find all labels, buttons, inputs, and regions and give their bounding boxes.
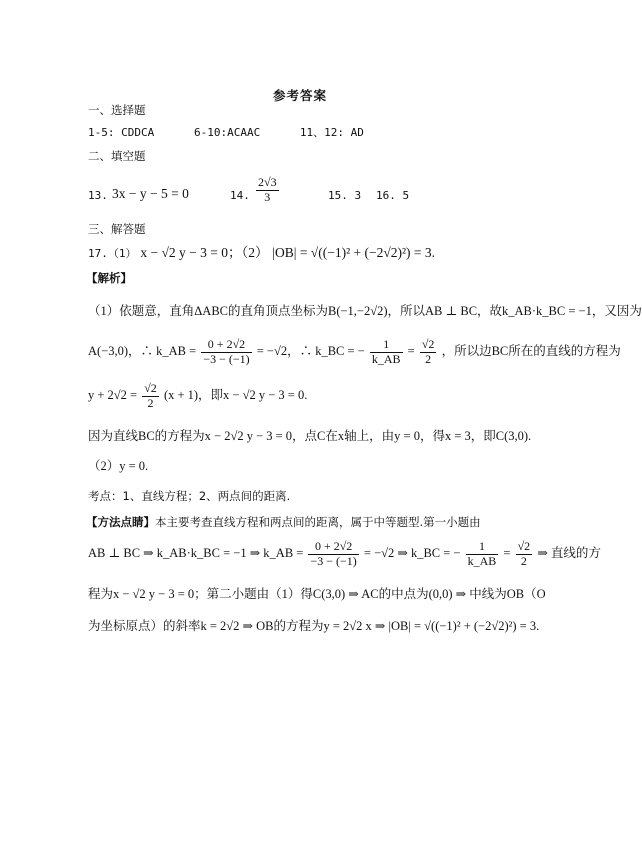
analysis-para-3 bbox=[88, 382, 307, 418]
q13-answer: 3x − y − 5 = 0 bbox=[112, 186, 189, 201]
analysis-para-2 bbox=[88, 338, 621, 374]
page-title: 参考答案 bbox=[272, 88, 327, 103]
m1-frac2-den: k_AB bbox=[467, 553, 497, 568]
m1-frac-den: −3 − (−1) bbox=[310, 553, 357, 568]
para2-frac3-den: 2 bbox=[425, 351, 432, 366]
q14-label: 14. bbox=[230, 189, 250, 202]
m1-text-d: ⇒ 直线的方 bbox=[537, 546, 601, 561]
q17-label: 17.（1） bbox=[88, 247, 137, 260]
m1-text-a: AB ⊥ BC ⇒ k_AB·k_BC = −1 ⇒ k_AB = bbox=[88, 546, 304, 561]
q17-answer-line bbox=[88, 245, 435, 262]
q17-part1: x − √2 y − 3 = 0；（2） bbox=[140, 245, 269, 260]
kaodian-line: 考点：1、直线方程；2、两点间的距离. bbox=[88, 489, 291, 503]
q14-denominator: 3 bbox=[264, 189, 271, 204]
para2-fraction-inverse bbox=[370, 338, 403, 367]
para3-frac-den: 2 bbox=[147, 395, 154, 410]
para3-frac-num: √2 bbox=[144, 381, 157, 395]
m1-fraction-kab bbox=[308, 540, 358, 569]
para3-text-a: y + 2√2 = bbox=[88, 388, 138, 403]
para2-text-d: ，所以边BC所在的直线的方程为 bbox=[441, 344, 621, 359]
method-derivation-1 bbox=[88, 540, 601, 576]
m1-text-b: = −√2 ⇒ k_BC = − bbox=[363, 546, 461, 561]
para2-fraction-kbc bbox=[420, 338, 437, 367]
m1-frac-num: 0 + 2√2 bbox=[308, 540, 358, 555]
method-derivation-2: 程为x − √2 y − 3 = 0；第二小题由（1）得C(3,0) ⇒ AC的中点为(0,0) ⇒ 中线为OB（O bbox=[88, 587, 546, 601]
section-solution-heading: 三、解答题 bbox=[88, 222, 146, 236]
para2-frac-num: 0 + 2√2 bbox=[201, 338, 251, 353]
m1-text-c: = bbox=[503, 546, 511, 561]
analysis-para-1: （1）依题意，直角ΔABC的直角顶点坐标为B(−1,−2√2)，所以AB ⊥ BC，故k_AB·k_BC = −1，又因为 bbox=[88, 304, 642, 318]
choice-answers: 1-5: CDDCA 6-10:ACAAC 11、12: AD bbox=[88, 126, 364, 139]
analysis-tag: 【解析】 bbox=[86, 271, 132, 285]
m1-fraction-kbc bbox=[516, 540, 533, 569]
para2-text-a: A(−3,0)，∴ k_AB = bbox=[88, 344, 197, 359]
q13-label: 13. bbox=[88, 189, 108, 202]
para2-frac2-num: 1 bbox=[370, 338, 403, 353]
fill-answers-row bbox=[88, 176, 518, 216]
method-text: 本主要考查直线方程和两点间的距离，属于中等题型.第一小题由 bbox=[155, 515, 481, 529]
m1-frac3-den: 2 bbox=[520, 553, 527, 568]
section-choice-heading: 一、选择题 bbox=[88, 103, 146, 117]
q14-numerator: 2√3 bbox=[258, 175, 277, 189]
m1-frac2-num: 1 bbox=[466, 540, 499, 555]
q17-part2: |OB| = √((−1)² + (−2√2)²) = 3. bbox=[272, 245, 436, 260]
para2-text-b: = −√2，∴ k_BC = − bbox=[256, 344, 365, 359]
method-derivation-3: 为坐标原点）的斜率k = 2√2 ⇒ OB的方程为y = 2√2 x ⇒ |OB| = √((−1)² + (−2√2)²) = 3. bbox=[88, 619, 540, 633]
q15-answer: 15. 3 bbox=[328, 189, 362, 202]
para2-frac-den: −3 − (−1) bbox=[203, 351, 250, 366]
q16-answer: 16. 5 bbox=[376, 189, 410, 202]
m1-frac3-num: √2 bbox=[517, 539, 531, 553]
para2-text-c: = bbox=[407, 344, 415, 359]
q14-fraction bbox=[256, 176, 279, 205]
m1-fraction-inverse bbox=[466, 540, 499, 569]
analysis-para-5: （2）y = 0. bbox=[88, 459, 149, 473]
para3-fraction bbox=[142, 382, 159, 411]
para2-frac2-den: k_AB bbox=[371, 351, 401, 366]
section-fill-heading: 二、填空题 bbox=[88, 149, 146, 163]
analysis-para-4: 因为直线BC的方程为x − 2√2 y − 3 = 0，点C在x轴上，由y = 0，得x = 3，即C(3,0). bbox=[88, 429, 532, 443]
method-line bbox=[86, 514, 481, 530]
method-tag: 【方法点睛】 bbox=[86, 515, 155, 529]
para3-text-b: (x + 1)，即x − √2 y − 3 = 0. bbox=[163, 388, 308, 403]
para2-fraction-kab bbox=[201, 338, 251, 367]
para2-frac3-num: √2 bbox=[421, 337, 435, 351]
